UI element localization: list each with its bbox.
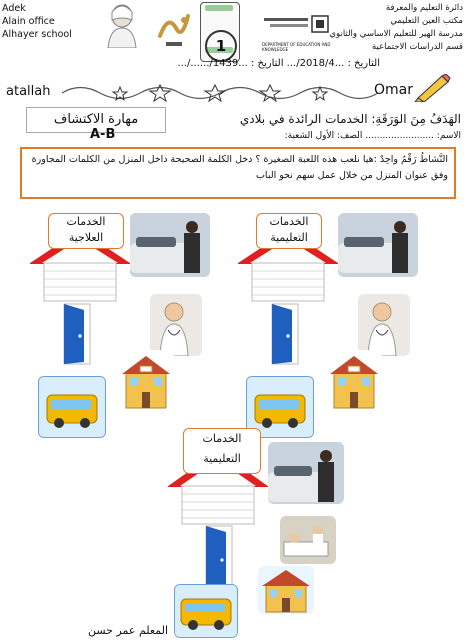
door-education-2[interactable] bbox=[198, 524, 240, 590]
doctor-image[interactable] bbox=[358, 294, 410, 356]
house-label-medical: الخدمات العلاجية bbox=[48, 213, 124, 249]
header-left-info bbox=[2, 2, 92, 41]
ministry-text: DEPARTMENT OF EDUCATION AND KNOWLEDGE bbox=[262, 42, 331, 52]
decorative-star-border bbox=[60, 82, 380, 104]
header-right-line: قسم الدراسات الاجتماعية bbox=[371, 42, 463, 52]
date-line: التاريخ : ...2018/4/... التاريخ : ...1439/....../... bbox=[177, 58, 380, 69]
student-name-right: Omar bbox=[374, 82, 413, 98]
activity-instructions: النَّشاطُ رَقْمُ واحِدٌ :هيا نلعب هذه اللعبة الصغيرة ؟ دخل الكلمة الصحيحة داخل المنزل من الكلمات المجاورة وفق عنوان المنزل من خلال عمل سهم نحو الباب bbox=[20, 147, 456, 199]
header-left-line: Adek bbox=[2, 3, 26, 14]
traffic-police-image[interactable] bbox=[130, 213, 210, 277]
zayed-year-logo bbox=[154, 6, 194, 50]
school-bus-image[interactable] bbox=[38, 376, 106, 438]
header-right-line: دائرة التعليم والمعرفة bbox=[385, 3, 463, 13]
header-right-line: مكتب العين التعليمي bbox=[390, 16, 463, 26]
worksheet-goal: الهَدَفُ مِنَ الوَرَقَةِ: الخدمات الرائدة في بلادي bbox=[239, 112, 461, 126]
school-bus-image[interactable] bbox=[174, 584, 238, 638]
skill-label: مهارة الاكتشاف bbox=[26, 107, 166, 133]
student-info-row: الاسم: ........................ الصف: الأول الشعبة: bbox=[284, 131, 461, 141]
house-label-education: الخدمات التعليمية bbox=[256, 213, 322, 249]
school-building-image[interactable] bbox=[118, 350, 174, 412]
school-building-image[interactable] bbox=[258, 566, 314, 614]
header-right-info bbox=[323, 2, 463, 54]
header-left-line: Alain office bbox=[2, 16, 55, 27]
traffic-police-image[interactable] bbox=[268, 442, 344, 504]
portrait-image bbox=[100, 0, 144, 48]
traffic-police-image[interactable] bbox=[338, 213, 418, 277]
house-label-education-2: الخدمات التعليمية bbox=[183, 428, 261, 474]
header-left-line: Alhayer school bbox=[2, 29, 72, 40]
school-building-image[interactable] bbox=[326, 350, 382, 412]
pencil-icon bbox=[412, 74, 452, 102]
student-name-left: atallah bbox=[6, 84, 51, 99]
door-medical[interactable] bbox=[56, 302, 98, 366]
door-education[interactable] bbox=[264, 302, 306, 366]
page-number-badge: 1 bbox=[205, 30, 237, 62]
section-label: A-B bbox=[90, 127, 116, 142]
teacher-name: المعلم عمر حسن bbox=[88, 624, 169, 637]
hospital-room-image[interactable] bbox=[280, 516, 336, 564]
doctor-image[interactable] bbox=[150, 294, 202, 356]
header-right-line: مدرسة الهير للتعليم الاساسي والثانوي bbox=[329, 29, 463, 39]
